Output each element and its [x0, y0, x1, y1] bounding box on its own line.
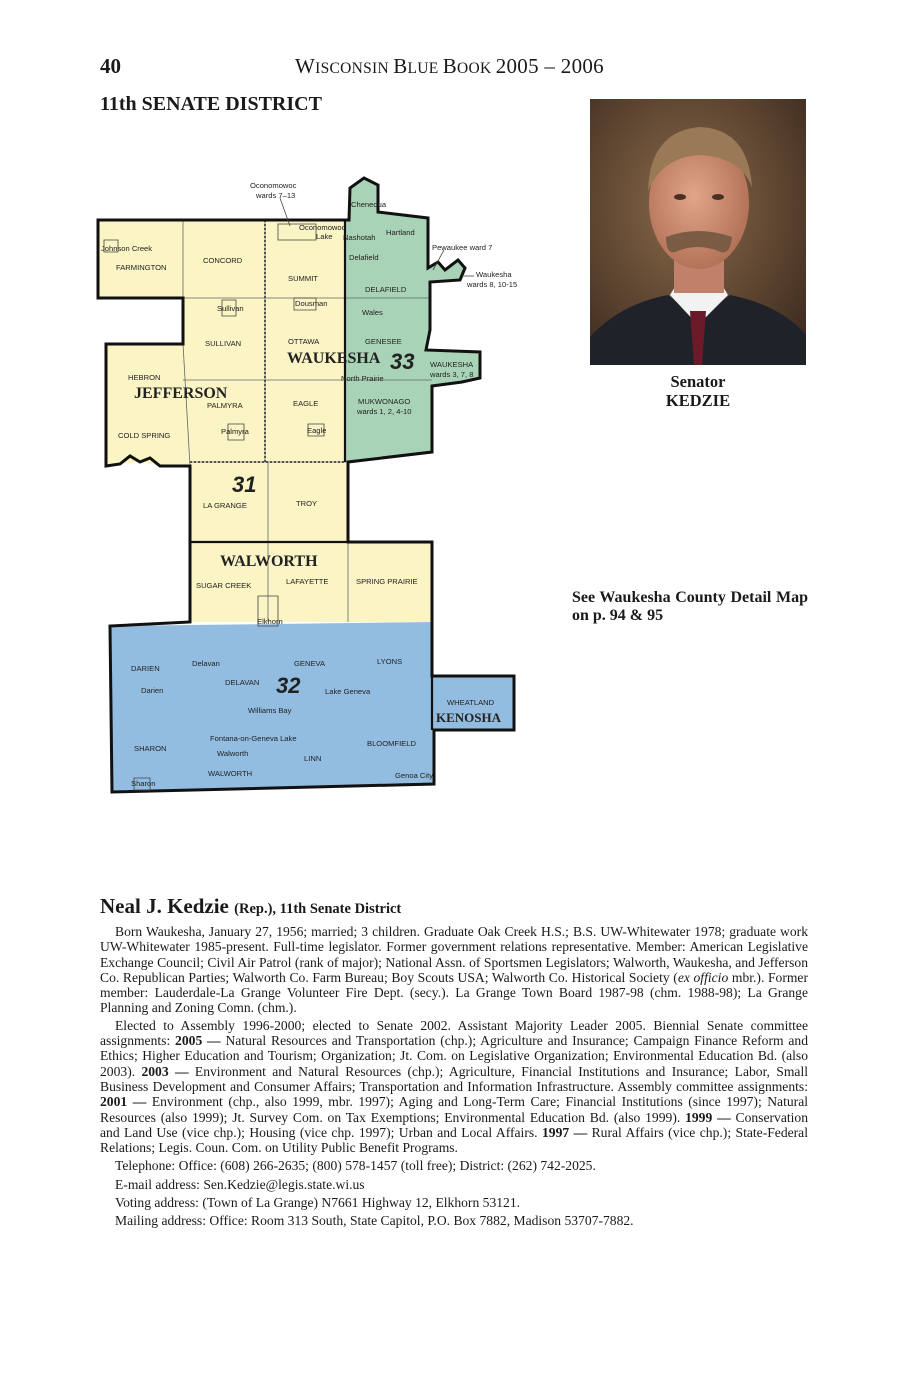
label-cold-spring: COLD SPRING — [118, 431, 171, 440]
label-hebron: HEBRON — [128, 373, 161, 382]
label-lake: Lake — [316, 232, 333, 241]
page-number: 40 — [100, 54, 121, 78]
senator-photo — [590, 99, 806, 365]
label-oconomowoc-wards-2: wards 7–13 — [256, 191, 296, 200]
district-title: 11th SENATE DISTRICT — [100, 93, 322, 115]
label-eagle-village: Eagle — [307, 426, 327, 435]
label-darien: DARIEN — [131, 664, 160, 673]
label-delafield-city: Delafield — [349, 253, 379, 262]
label-genesee: GENESEE — [365, 337, 402, 346]
district-number-32: 32 — [276, 673, 301, 698]
bio-paragraph-1: Born Waukesha, January 27, 1956; married; 3 children. Graduate Oak Creek H.S.; B.S. UW-Whitewater 1978; graduate work UW-Whitewater 1985-present. Full-time legislator. Former government relations representative. Member: American Legislative Exchange Council; Civil Air Patrol (rank of major); National Assn. of Sportsmen Legislators; Walworth, Waukesha, and Jefferson Co. Republican Parties; Walworth Co. Farm Bureau; Boy Scouts USA; Walworth Co. Historical Society (ex officio mbr.). Former member: Lauderdale-La Grange Volunteer Fire Dept. (secy.). La Grange Town Board 1987-98 (chm. 1988-98); La Grange Planning and Zoning Comn. (chm.). — [100, 924, 808, 1016]
label-nashotah: Nashotah — [343, 233, 376, 242]
label-hartland: Hartland — [386, 228, 415, 237]
label-geneva: GENEVA — [294, 659, 326, 668]
caption-name: KEDZIE — [665, 391, 731, 410]
label-lyons: LYONS — [377, 657, 403, 666]
label-bloomfield: BLOOMFIELD — [367, 739, 416, 748]
label-walworth-village: Walworth — [217, 749, 249, 758]
email-line: E-mail address: Sen.Kedzie@legis.state.wi.us — [115, 1176, 365, 1192]
label-williams-bay: Williams Bay — [248, 706, 292, 715]
voting-address-line: Voting address: (Town of La Grange) N7661 Highway 12, Elkhorn 53121. — [115, 1195, 521, 1211]
label-la-grange: LA GRANGE — [203, 501, 247, 510]
label-oconomowoc-wards: Oconomowoc — [250, 181, 297, 190]
mailing-address-line: Mailing address: Office: Room 313 South, State Capitol, P.O. Box 7882, Madison 53707-7882. — [115, 1213, 634, 1229]
label-ottawa: OTTAWA — [288, 337, 320, 346]
label-mukwonago-2: wards 1, 2, 4-10 — [357, 407, 412, 416]
senator-name-heading — [100, 893, 808, 922]
label-darien-village: Darien — [141, 686, 164, 695]
county-walworth: WALWORTH — [220, 553, 318, 570]
label-mukwonago: MUKWONAGO — [358, 397, 411, 406]
label-sugar-creek: SUGAR CREEK — [196, 581, 252, 590]
label-summit: SUMMIT — [288, 274, 318, 283]
label-north-prairie: North Prairie — [341, 374, 384, 383]
bio-paragraph-2: Elected to Assembly 1996-2000; elected to Senate 2002. Assistant Majority Leader 2005. Biennial Senate committee assignments: 2005 — Natural Resources and Transportation (chp.); Agriculture and Insurance; Campaign Finance Reform and Ethics; Higher Education and Tourism; Organization; Jt. Com. on Legislative Organization; Environmental Education Bd. (also 2003). 2003 — Environment and Natural Resources (chp.); Agriculture, Financial Institutions and Insurance; Labor, Small Business Development and Consumer Affairs; Transportation and Information Infrastructure. Assembly committee assignments: 2001 — Environment (chp., also 1999, mbr. 1997); Aging and Long-Term Care; Financial Institutions (since 1997); Natural Resources (also 1999); Jt. Survey Com. on Tax Exemptions; Environmental Education Bd. (also 1999). 1999 — Conservation and Land Use (vice chp.); Housing (vice chp. 1997); Urban and Local Affairs. 1997 — Rural Affairs (vice chp.); State-Federal Relations; Legis. Coun. Com. on Utility Public Benefit Programs. — [100, 1017, 809, 1156]
label-johnson-creek: Johnson Creek — [101, 244, 153, 253]
label-chenequa: Chenequa — [351, 200, 387, 209]
label-waukesha-town-2: wards 3, 7, 8 — [430, 370, 474, 379]
label-eagle: EAGLE — [293, 399, 319, 408]
label-fontana: Fontana-on-Geneva Lake — [210, 734, 297, 743]
photo-caption — [590, 372, 806, 410]
telephone-line: Telephone: Office: (608) 266-2635; (800) 578-1457 (toll free); District: (262) 742-2025. — [115, 1158, 596, 1174]
senator-name: Neal J. Kedzie — [100, 894, 229, 918]
label-lake-geneva: Lake Geneva — [325, 687, 371, 696]
county-kenosha: KENOSHA — [436, 710, 502, 725]
label-waukesha-wards-2: wards 8, 10-15 — [467, 280, 518, 289]
label-delavan: DELAVAN — [225, 678, 260, 687]
label-wheatland: WHEATLAND — [447, 698, 495, 707]
label-wales: Wales — [362, 308, 383, 317]
label-waukesha-town: WAUKESHA — [430, 360, 474, 369]
district-32-area — [110, 622, 514, 792]
label-oconomowoc-lake: Oconomowoc — [299, 223, 346, 232]
label-sullivan-village: Sullivan — [217, 304, 244, 313]
label-palmyra: PALMYRA — [207, 401, 243, 410]
label-dousman: Dousman — [295, 299, 328, 308]
label-genoa-city: Genoa City — [395, 771, 433, 780]
biography — [100, 893, 808, 1229]
district-33-area — [345, 178, 480, 462]
label-troy: TROY — [296, 499, 318, 508]
label-spring-prairie: SPRING PRAIRIE — [356, 577, 418, 586]
running-head: WISCONSIN BLUE BOOK 2005 – 2006 — [295, 54, 604, 78]
label-walworth: WALWORTH — [208, 769, 253, 778]
label-concord: CONCORD — [203, 256, 243, 265]
county-jefferson: JEFFERSON — [134, 385, 228, 402]
see-map-note: See Waukesha County Detail Map on p. 94 & 95 — [572, 589, 808, 624]
label-pewaukee-ward: Pewaukee ward 7 — [432, 243, 493, 252]
caption-title: Senator — [670, 372, 726, 391]
senator-party-district: (Rep.), 11th Senate District — [234, 901, 402, 917]
label-elkhorn: Elkhorn — [257, 617, 283, 626]
label-palmyra-village: Palmyra — [221, 427, 249, 436]
label-lafayette: LAFAYETTE — [286, 577, 329, 586]
district-number-31: 31 — [232, 472, 257, 497]
county-waukesha: WAUKESHA — [287, 350, 381, 367]
label-linn: LINN — [304, 754, 322, 763]
label-delafield: DELAFIELD — [365, 285, 407, 294]
label-delavan-city: Delavan — [192, 659, 220, 668]
label-waukesha-wards: Waukesha — [476, 270, 512, 279]
label-sharon-village: Sharon — [131, 779, 156, 788]
label-farmington: FARMINGTON — [116, 263, 167, 272]
label-sullivan: SULLIVAN — [205, 339, 242, 348]
district-number-33: 33 — [390, 349, 415, 374]
label-sharon: SHARON — [134, 744, 167, 753]
